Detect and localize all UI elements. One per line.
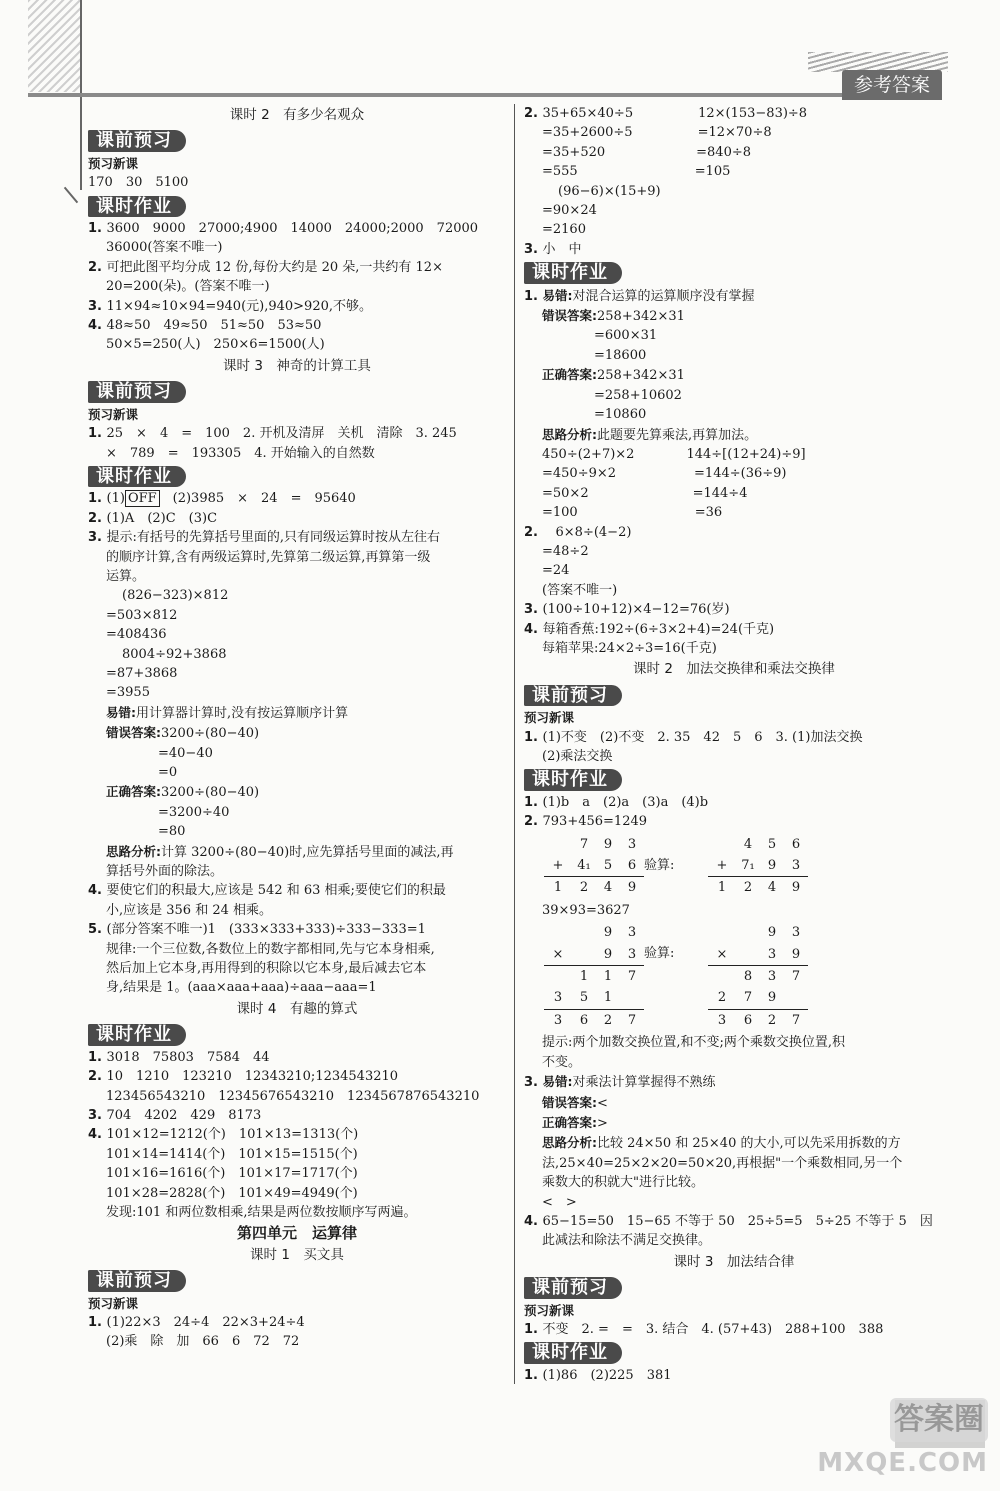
header-stripes	[808, 52, 948, 72]
answer-text: 35+65×40÷5 12×(153−83)÷8	[542, 106, 808, 121]
vertical-calc-cell: 9	[603, 836, 613, 852]
answer-line: =450÷9×2 =144÷(36÷9)	[542, 466, 787, 482]
vertical-calc-cell: 3	[760, 966, 784, 988]
analysis-label: 易错:	[542, 287, 573, 303]
answer-item	[524, 240, 944, 259]
answer-line: 101×16=1616(个) 101×17=1717(个)	[106, 1166, 358, 1182]
item-number: 1.	[88, 491, 107, 507]
answer-line: (96−6)×(15+9)	[558, 183, 661, 199]
answer-line: =35+520 =840÷8	[542, 144, 752, 160]
answer-line: (826−323)×812	[122, 588, 229, 604]
answer-text: (1)	[106, 491, 125, 507]
section-banner-label: 课前预习	[88, 1270, 186, 1291]
item-number: 2.	[88, 259, 107, 275]
answer-text: (1)b a (2)a (3)a (4)b	[542, 794, 709, 810]
answer-text: 提示:有括号的先算括号里面的,只有同级运算时按从左往右	[106, 530, 441, 546]
answer-text: 不变 2. = = 3. 结合 4. (57+43) 288+100 388	[542, 1321, 884, 1337]
analysis-text: 258+342×31	[597, 368, 685, 384]
answer-text: 小 中	[542, 241, 582, 257]
analysis-text: 计算 3200÷(80−40)时,应先算括号里面的减法,再	[161, 844, 454, 860]
vertical-calc-cell: 7	[784, 1009, 808, 1031]
vertical-calc-cell	[708, 966, 736, 988]
vertical-calc-cell: 4₁	[577, 858, 591, 874]
analysis-line	[524, 1133, 944, 1153]
answer-line: 101×14=1414(个) 101×15=1515(个)	[106, 1146, 358, 1162]
answer-item	[524, 728, 944, 747]
vertical-calc-cell: 6	[791, 836, 801, 852]
answer-line: 身,结果是 1。(aaa×aaa+aaa)÷aaa−aaa=1	[106, 980, 377, 996]
answer-line: =2160	[542, 222, 586, 238]
analysis-line	[88, 703, 506, 723]
answer-line: =100 =36	[542, 505, 723, 521]
corner-hatch	[28, 0, 80, 92]
answer-item	[524, 1212, 944, 1231]
section-banner	[88, 1021, 506, 1047]
vertical-calc-cell: 1	[603, 990, 613, 1006]
answer-item	[88, 258, 506, 277]
subsection-label: 预习新课	[88, 155, 139, 171]
answer-line: =408436	[106, 627, 167, 643]
analysis-label: 思路分析:	[542, 426, 597, 442]
answer-text: (1)不变 (2)不变 2. 35 42 5 6 3. (1)加法交换	[542, 729, 863, 745]
answer-line: 小,应该是 356 和 24 相乘。	[106, 902, 273, 918]
answer-item	[88, 1106, 506, 1125]
item-number: 1.	[88, 1049, 107, 1065]
vertical-calc-cell: 3	[627, 925, 637, 941]
answer-line: 运算。	[106, 568, 146, 584]
vertical-calc-cell: 3	[791, 858, 801, 874]
answer-item	[524, 793, 944, 812]
lesson-title: 课时 2 加法交换律和乘法交换律	[633, 661, 835, 678]
answer-line: =3200÷40	[106, 804, 230, 820]
vertical-calc-original	[544, 922, 644, 1031]
answer-item	[88, 1313, 506, 1332]
section-banner	[524, 766, 944, 792]
answer-line: × 789 = 193305 4. 开始输入的自然数	[106, 445, 375, 461]
analysis-line	[88, 723, 506, 743]
answer-item	[524, 620, 944, 639]
answer-line: 法,25×40=25×2×20=50×20,再根据"一个乘数相同,另一个	[542, 1155, 903, 1171]
item-number: 5.	[88, 922, 107, 938]
item-number: 1.	[88, 426, 107, 442]
answer-text: (1)A (2)C (3)C	[106, 510, 218, 526]
analysis-line	[524, 1113, 944, 1133]
answer-text: (部分答案不唯一)1 (333×333+333)÷333−333=1	[106, 922, 426, 938]
answer-line: (2)乘法交换	[542, 749, 613, 764]
unit-title: 第四单元 运算律	[236, 1224, 357, 1243]
section-banner-label: 课前预习	[88, 130, 186, 151]
item-number: 3.	[524, 1075, 543, 1091]
section-banner	[88, 193, 506, 219]
answer-line: =3955	[106, 685, 150, 701]
vertical-calc-cell	[544, 922, 572, 943]
analysis-text: <	[597, 1095, 608, 1111]
answer-text: (1)22×3 24÷4 22×3+24÷4	[106, 1314, 305, 1330]
subsection-label: 预习新课	[88, 1295, 139, 1311]
answer-line: 每箱苹果:24×2÷3=16(千克)	[542, 640, 717, 656]
answer-line: =50×2 =144÷4	[542, 485, 748, 501]
vertical-calc-cell: 3	[708, 1009, 736, 1031]
answer-text: 3600 9000 27000;4900 14000 24000;2000 72000	[106, 221, 479, 237]
analysis-text: 对乘法计算掌握得不熟练	[572, 1075, 716, 1091]
item-number: 2.	[524, 814, 543, 830]
vertical-calc-cell: 4	[743, 836, 753, 852]
analysis-label: 易错:	[106, 704, 136, 720]
vertical-calc-cell	[620, 987, 644, 1009]
section-banner	[524, 259, 944, 285]
item-number: 4.	[88, 883, 107, 899]
lesson-title: 课时 2 有多少名观众	[229, 107, 365, 123]
answer-item	[88, 920, 506, 939]
subsection-label: 预习新课	[524, 1302, 575, 1318]
vertical-calc-cell	[784, 987, 808, 1009]
vertical-calc-cell	[572, 922, 596, 943]
vertical-calc-cell: 3	[553, 990, 563, 1006]
section-banner-label: 课时作业	[524, 262, 622, 283]
vertical-calc-cell: 9	[791, 946, 801, 962]
answer-line: =35+2600÷5 =12×70÷8	[542, 125, 772, 141]
analysis-label: 正确答案:	[542, 1114, 597, 1130]
analysis-label: 正确答案:	[542, 367, 597, 383]
answer-line: 的顺序计算,含有两级运算时,先算第二级运算,再算第一级	[106, 549, 431, 565]
answer-line: =40−40	[106, 745, 213, 761]
lesson-title: 课时 1 买文具	[250, 1246, 344, 1263]
item-number: 4.	[524, 1213, 543, 1229]
item-number: 3.	[524, 241, 543, 257]
answer-item	[88, 509, 506, 528]
vertical-calc-cell: 3	[544, 1009, 572, 1031]
answer-line: 不变。	[542, 1054, 582, 1070]
section-banner-label: 课前预习	[524, 1277, 622, 1298]
analysis-text: 258+342×31	[597, 309, 685, 325]
answer-text: 3018 75803 7584 44	[106, 1049, 270, 1065]
analysis-text: 此题要先算乘法,再算加法。	[597, 427, 758, 443]
answer-text: (2)3985 × 24 = 95640	[159, 491, 356, 507]
answer-line: =48÷2	[542, 543, 589, 559]
analysis-label: 错误答案:	[106, 725, 161, 741]
analysis-label: 易错:	[542, 1074, 573, 1090]
vertical-calc-cell: 9	[767, 858, 777, 874]
answer-line: 提示:两个加数交换位置,和不变;两个乘数交换位置,积	[542, 1035, 846, 1051]
vertical-calc-cell: +	[716, 858, 728, 874]
answer-item	[88, 528, 506, 547]
answer-item	[524, 1320, 944, 1339]
answer-text: 48≈50 49≈50 51≈50 53≈50	[106, 318, 322, 334]
section-banner-label: 课时作业	[524, 1342, 622, 1363]
analysis-label: 思路分析:	[106, 843, 161, 859]
answer-text: 10 1210 123210 12343210;1234543210	[106, 1069, 399, 1085]
answer-item	[88, 1048, 506, 1067]
vertical-calc-cell: 6	[627, 858, 637, 874]
vertical-calc-cell: 5	[579, 990, 589, 1006]
answer-line: 乘数大的积就大"进行比较。	[542, 1175, 704, 1191]
answer-line: (2)乘 除 加 66 6 72 72	[106, 1334, 300, 1350]
section-banner-label: 课前预习	[524, 685, 622, 706]
vertical-calc-cell: 3	[791, 925, 801, 941]
vertical-calc-cell: 9	[620, 877, 644, 899]
section-banner-label: 课时作业	[88, 1024, 186, 1045]
answer-item	[88, 297, 506, 316]
vertical-calc-check	[708, 922, 808, 1031]
right-column	[524, 104, 944, 1385]
analysis-text: >	[597, 1115, 608, 1131]
section-banner	[524, 1339, 944, 1365]
answer-line: =503×812	[106, 607, 178, 623]
column-divider	[514, 104, 515, 1384]
answer-item	[88, 881, 506, 900]
answer-line: =80	[106, 824, 186, 840]
watermark-site: MXQE.COM	[817, 1448, 988, 1478]
answer-item	[524, 104, 944, 123]
answer-line: 170 30 5100	[88, 175, 189, 191]
answer-text: 101×12=1212(个) 101×13=1313(个)	[106, 1127, 359, 1143]
vertical-calc-cell	[544, 966, 572, 988]
vertical-calc-cell: 8	[736, 966, 760, 988]
subsection-label: 预习新课	[524, 710, 575, 726]
item-number: 2.	[524, 106, 543, 121]
section-banner	[88, 127, 506, 153]
check-label: 验算:	[644, 857, 675, 873]
analysis-line	[524, 365, 944, 385]
answer-line: 50×5=250(人) 250×6=1500(人)	[106, 337, 325, 353]
vertical-calc-cell	[708, 834, 736, 855]
answer-line: =87+3868	[106, 665, 178, 681]
answer-line: 8004÷92+3868	[122, 646, 227, 662]
answer-text: 11×94≈10×94=940(元),940>920,不够。	[106, 298, 372, 314]
answer-item	[88, 424, 506, 443]
answer-line: =258+10602	[542, 387, 682, 403]
vertical-calc-check	[708, 834, 808, 899]
answer-line: =10860	[542, 407, 647, 423]
analysis-text: 对混合运算的运算顺序没有掌握	[572, 288, 755, 304]
answer-item	[88, 489, 506, 508]
item-number: 4.	[88, 1127, 107, 1143]
vertical-calc-cell: 9	[603, 925, 613, 941]
header-rule	[28, 93, 940, 97]
analysis-label: 错误答案:	[542, 308, 597, 324]
vertical-calc-original	[544, 834, 644, 899]
lesson-title: 课时 4 有趣的算式	[236, 1000, 358, 1017]
answer-line: 此减法和除法不满足交换律。	[542, 1233, 712, 1249]
answer-item	[88, 219, 506, 238]
item-number: 4.	[88, 318, 107, 334]
vertical-calc-cell: 3	[627, 946, 637, 962]
item-number: 3.	[88, 1107, 107, 1123]
item-number: 4.	[524, 621, 543, 637]
vertical-calc-cell: 7₁	[741, 858, 755, 874]
answer-text: 6×8÷(4−2)	[542, 524, 632, 540]
margin-tick	[64, 187, 78, 204]
vertical-calc-cell: 2	[596, 1009, 620, 1031]
vertical-calc-cell: ×	[552, 946, 564, 962]
answer-text: 可把此图平均分成 12 份,每份大约是 20 朵,一共约有 12×	[106, 259, 443, 275]
vertical-calc-cell: 7	[579, 836, 589, 852]
analysis-text: 3200÷(80−40)	[161, 785, 260, 801]
analysis-line	[88, 782, 506, 802]
vertical-calc-cell: 3	[627, 836, 637, 852]
vertical-calc-cell: 7	[620, 1009, 644, 1031]
vertical-calc-cell	[736, 922, 760, 943]
analysis-line	[524, 1093, 944, 1113]
answer-line: (答案不唯一)	[542, 582, 618, 598]
answer-text: 要使它们的积最大,应该是 542 和 63 相乘;要使它们的积最	[106, 883, 446, 899]
answer-item	[524, 523, 944, 542]
answer-line: 450÷(2+7)×2 144÷[(12+24)÷9]	[542, 446, 806, 462]
answer-item	[524, 600, 944, 619]
vertical-calc-cell: 2	[736, 877, 760, 899]
analysis-label: 思路分析:	[542, 1135, 597, 1151]
answer-line: =90×24	[542, 203, 597, 219]
vertical-calc-cell: +	[552, 858, 564, 874]
vertical-calc-cell: 2	[760, 1009, 784, 1031]
item-number: 3.	[88, 530, 107, 546]
section-banner	[88, 463, 506, 489]
vertical-calc-cell: 6	[736, 1009, 760, 1031]
vertical-calc-cell: 9	[767, 925, 777, 941]
vertical-calc-cell: 9	[767, 990, 777, 1006]
vertical-calc-cell: 7	[620, 966, 644, 988]
analysis-line	[524, 306, 944, 326]
item-number: 1.	[524, 288, 543, 304]
vertical-calc-cell	[572, 944, 596, 966]
check-label: 验算:	[644, 946, 675, 962]
answer-line: =555 =105	[542, 164, 731, 180]
answer-text: 65−15=50 15−65 不等于 50 25÷5=5 5÷25 不等于 5 因	[542, 1213, 933, 1229]
item-number: 1.	[524, 1321, 543, 1337]
answer-line: 123456543210 12345676543210 1234567876543210	[106, 1088, 480, 1104]
answer-item	[88, 316, 506, 335]
answer-line: 发现:101 和两位数相乘,结果是两位数按顺序写两遍。	[106, 1204, 417, 1220]
answer-line: 20=200(朵)。(答案不唯一)	[106, 279, 270, 295]
answer-line: 101×28=2828(个) 101×49=4949(个)	[106, 1185, 358, 1201]
vertical-calc-cell: 2	[572, 877, 596, 899]
answer-line: 然后加上它本身,再用得到的积除以它本身,最后减去它本	[106, 961, 427, 977]
section-banner	[524, 1274, 944, 1300]
analysis-text: 3200÷(80−40)	[161, 726, 260, 742]
answer-item	[88, 1125, 506, 1144]
answer-line: 规律:一个三位数,各数位上的数字都相同,先与它本身相乘,	[106, 941, 435, 957]
answer-line: =600×31	[542, 328, 658, 344]
left-column	[88, 104, 506, 1352]
vertical-calc-cell: 3	[767, 946, 777, 962]
vertical-calc-cell: 4	[760, 877, 784, 899]
key-box: OFF	[125, 490, 160, 507]
vertical-calc-cell: 1	[596, 966, 620, 988]
vertical-calc-cell	[736, 944, 760, 966]
answer-item	[88, 1067, 506, 1086]
vertical-calc-cell: 6	[572, 1009, 596, 1031]
section-banner	[88, 378, 506, 404]
answer-line: =0	[106, 765, 178, 780]
analysis-label: 正确答案:	[106, 784, 161, 800]
item-number: 2.	[88, 1069, 107, 1085]
vertical-calc-cell: 7	[784, 966, 808, 988]
vertical-calc-cell	[708, 922, 736, 943]
item-number: 1.	[88, 1314, 107, 1330]
vertical-calculation	[524, 920, 944, 1033]
vertical-calc-cell: 9	[784, 877, 808, 899]
item-number: 1.	[88, 221, 107, 237]
answer-line: 算括号外面的除法。	[106, 864, 224, 880]
item-number: 2.	[88, 510, 107, 526]
answer-line: =24	[542, 563, 570, 579]
vertical-calc-cell	[544, 834, 572, 855]
answer-text: (1)86 (2)225 381	[542, 1367, 672, 1383]
answer-text: 793+456=1249	[542, 814, 648, 830]
vertical-calculation	[524, 832, 944, 901]
answer-item	[524, 286, 944, 306]
answer-line: =18600	[542, 347, 647, 363]
vertical-calc-cell: 4	[596, 877, 620, 899]
item-number: 2.	[524, 524, 543, 540]
answer-line: 39×93=3627	[542, 902, 630, 918]
answer-text: 每箱香蕉:192÷(6÷3×2+4)=24(千克)	[542, 621, 775, 637]
answer-text: (100÷10+12)×4−12=76(岁)	[542, 602, 730, 618]
item-number: 3.	[88, 298, 107, 314]
section-banner-label: 课时作业	[88, 196, 186, 217]
answer-item	[524, 1072, 944, 1092]
section-banner	[88, 1267, 506, 1293]
answer-item	[524, 812, 944, 831]
vertical-calc-cell: 1	[544, 877, 572, 899]
lesson-title: 课时 3 加法结合律	[673, 1253, 795, 1270]
vertical-calc-cell: 1	[708, 877, 736, 899]
answer-text: 25 × 4 = 100 2. 开机及清屏 关机 清除 3. 245	[106, 426, 457, 442]
vertical-calc-cell: 9	[603, 946, 613, 962]
answer-line: < >	[542, 1194, 577, 1210]
watermark-logo: 答案圈	[890, 1398, 988, 1442]
vertical-calc-cell: 1	[572, 966, 596, 988]
section-banner-label: 课时作业	[88, 466, 186, 487]
analysis-line	[88, 842, 506, 862]
vertical-calc-cell: 7	[743, 990, 753, 1006]
item-number: 3.	[524, 602, 543, 618]
analysis-text: 用计算器计算时,没有按运算顺序计算	[136, 705, 349, 721]
section-banner-label: 课时作业	[524, 769, 622, 790]
analysis-text: 比较 24×50 和 25×40 的大小,可以先采用拆数的方	[597, 1136, 901, 1152]
section-banner	[524, 682, 944, 708]
answer-line: 36000(答案不唯一)	[106, 240, 223, 256]
vertical-calc-cell: ×	[716, 946, 728, 962]
analysis-label: 错误答案:	[542, 1094, 597, 1110]
item-number: 1.	[524, 729, 543, 745]
item-number: 1.	[524, 794, 543, 810]
analysis-line	[524, 425, 944, 445]
vertical-calc-cell: 5	[767, 836, 777, 852]
section-banner-label: 课前预习	[88, 381, 186, 402]
item-number: 1.	[524, 1367, 543, 1383]
vertical-calc-cell: 5	[603, 858, 613, 874]
lesson-title: 课时 3 神奇的计算工具	[223, 357, 371, 374]
answer-item	[524, 1366, 944, 1385]
vertical-calc-cell: 2	[717, 990, 727, 1006]
subsection-label: 预习新课	[88, 406, 139, 422]
header-tag: 参考答案	[842, 70, 942, 100]
answer-text: 704 4202 429 8173	[106, 1107, 262, 1123]
